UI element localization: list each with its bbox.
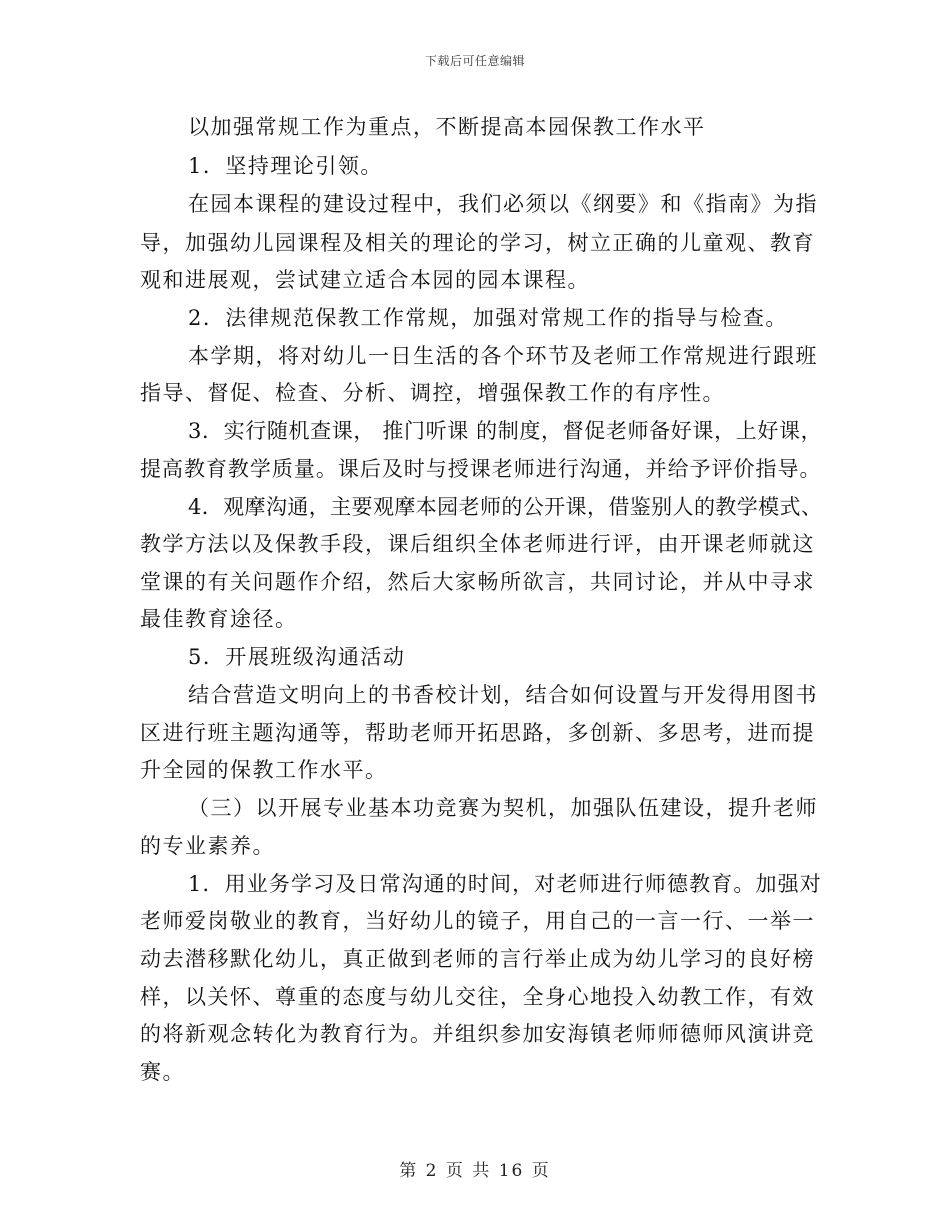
paragraph-line: 最佳教育途径。 — [140, 607, 298, 631]
paragraph-line: 结合营造文明向上的书香校计划，结合如何设置与开发得用图书 — [188, 683, 818, 707]
paragraph-line: 1．坚持理论引领。 — [188, 154, 383, 178]
paragraph-line: 升全园的保教工作水平。 — [140, 758, 388, 782]
paragraph-line: 样，以关怀、尊重的态度与幼儿交往，全身心地投入幼教工作，有效 — [140, 985, 815, 1009]
paragraph-line: 指导、督促、检查、分析、调控，增强保教工作的有序性。 — [140, 381, 725, 405]
page-header: 下载后可任意编辑 — [424, 54, 525, 68]
paragraph-line: 的将新观念转化为教育行为。并组织参加安海镇老师师德师风演讲竞 — [140, 1022, 815, 1046]
section-heading-line: （三）以开展专业基本功竞赛为契机，加强队伍建设，提升老师 — [188, 796, 818, 820]
paragraph-line: 导，加强幼儿园课程及相关的理论的学习，树立正确的儿童观、教育 — [140, 231, 815, 255]
paragraph-line: 2．法律规范保教工作常规，加强对常规工作的指导与检查。 — [188, 306, 788, 330]
page-number-footer: 第 2 页 共 16 页 — [399, 1161, 551, 1181]
paragraph-line: 1．用业务学习及日常沟通的时间，对老师进行师德教育。加强对 — [188, 872, 822, 896]
paragraph-line: 老师爱岗敬业的教育，当好幼儿的镜子，用自己的一言一行、一举一 — [140, 909, 815, 933]
paragraph-line: 堂课的有关问题作介绍，然后大家畅所欲言，共同讨论，并从中寻求 — [140, 570, 815, 594]
paragraph-line: 提高教育教学质量。课后及时与授课老师进行沟通，并给予评价指导。 — [140, 457, 822, 481]
paragraph-line: 以加强常规工作为重点，不断提高本园保教工作水平 — [188, 115, 706, 139]
paragraph-line: 观和进展观，尝试建立适合本园的园本课程。 — [140, 268, 590, 292]
paragraph-line: 动去潜移默化幼儿，真正做到老师的言行举止成为幼儿学习的良好榜 — [140, 947, 815, 971]
section-heading-line: 的专业素养。 — [140, 834, 275, 858]
paragraph-line: 5．开展班级沟通活动 — [188, 645, 406, 669]
paragraph-line: 在园本课程的建设过程中，我们必须以《纲要》和《指南》为指 — [188, 192, 818, 216]
paragraph-line: 本学期，将对幼儿一日生活的各个环节及老师工作常规进行跟班 — [188, 344, 818, 368]
paragraph-line: 4．观摩沟通，主要观摩本园老师的公开课，借鉴别人的教学模式、 — [188, 495, 823, 519]
paragraph-line: 赛。 — [140, 1060, 185, 1084]
paragraph-line: 3．实行随机查课， 推门听课 的制度，督促老师备好课，上好课， — [188, 419, 823, 443]
paragraph-line: 区进行班主题沟通等，帮助老师开拓思路，多创新、多思考，进而提 — [140, 721, 815, 745]
paragraph-line: 教学方法以及保教手段，课后组织全体老师进行评，由开课老师就这 — [140, 532, 815, 556]
